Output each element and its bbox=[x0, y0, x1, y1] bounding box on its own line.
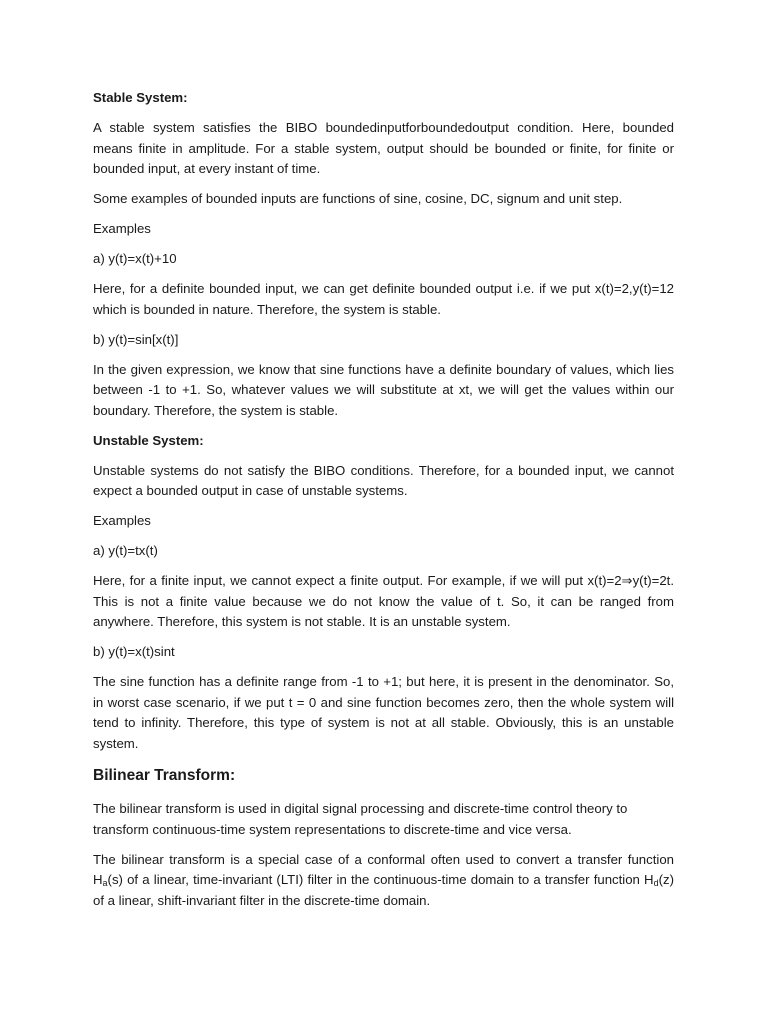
unstable-examples-label: Examples bbox=[93, 513, 151, 528]
bilinear-para2-part2: (s) of a linear, time-invariant (LTI) filter in the continuous-time domain to a transfer function H bbox=[107, 872, 654, 887]
stable-example-a-text: Here, for a definite bounded input, we can get definite bounded output i.e. if we put x(t)=2,y(t)=12 which is bounded in nature. Therefore, the system is stable. bbox=[93, 281, 674, 317]
bilinear-paragraph-1: The bilinear transform is used in digital signal processing and discrete-time control theory to transform continuous-time system representations to discrete-time and vice versa. bbox=[93, 801, 628, 837]
unstable-example-b-text: The sine function has a definite range from -1 to +1; but here, it is present in the denominator. So, in worst case scenario, if we put t = 0 and sine function becomes zero, then the whole system will tend to infinity. Therefore, this type of system is not at all stable. Obviously, this is an unstable system. bbox=[93, 674, 674, 751]
unstable-example-a-text: Here, for a finite input, we cannot expect a finite output. For example, if we will put x(t)=2⇒y(t)=2t. This is not a finite value because we do not know the value of t. So, it can be ranged from anywhere. Therefore, this system is not stable. It is an unstable system. bbox=[93, 573, 674, 629]
unstable-example-a: a) y(t)=tx(t) bbox=[93, 543, 158, 558]
bilinear-transform-heading: Bilinear Transform: bbox=[93, 767, 236, 784]
unstable-example-b: b) y(t)=x(t)sint bbox=[93, 644, 175, 659]
stable-paragraph-2: Some examples of bounded inputs are functions of sine, cosine, DC, signum and unit step. bbox=[93, 191, 623, 206]
stable-example-b: b) y(t)=sin[x(t)] bbox=[93, 331, 179, 347]
bilinear-para2-sub-d: d bbox=[653, 878, 659, 888]
stable-paragraph-1: A stable system satisfies the BIBO boundedinputforboundedoutput condition. Here, bounded means finite in amplitude. For a stable system, output should be bounded or finite, for finite or bounded input, at every instant of time. bbox=[93, 120, 674, 176]
stable-example-b-text: In the given expression, we know that sine functions have a definite boundary of values, which lies between -1 to +1. So, whatever values we will substitute at xt, we will get the values within our boundary. Therefore, the system is stable. bbox=[93, 361, 674, 418]
bilinear-para2-part3: (z) of a linear, shift-invariant filter in the discrete-time domain. bbox=[93, 872, 674, 908]
stable-system-heading: Stable System: bbox=[93, 90, 188, 105]
unstable-system-heading: Unstable System: bbox=[93, 432, 204, 448]
unstable-paragraph-1: Unstable systems do not satisfy the BIBO conditions. Therefore, for a bounded input, we cannot expect a bounded output in case of unstable systems. bbox=[93, 462, 674, 498]
bilinear-paragraph-2 bbox=[93, 850, 674, 912]
document-page bbox=[93, 88, 674, 921]
bilinear-para2-sub-a: a bbox=[102, 878, 108, 888]
stable-examples-label: Examples bbox=[93, 221, 151, 236]
stable-example-a: a) y(t)=x(t)+10 bbox=[93, 251, 177, 266]
bilinear-para2-part1: The bilinear transform is a special case of a conformal often used to convert a transfer function H bbox=[93, 851, 674, 887]
